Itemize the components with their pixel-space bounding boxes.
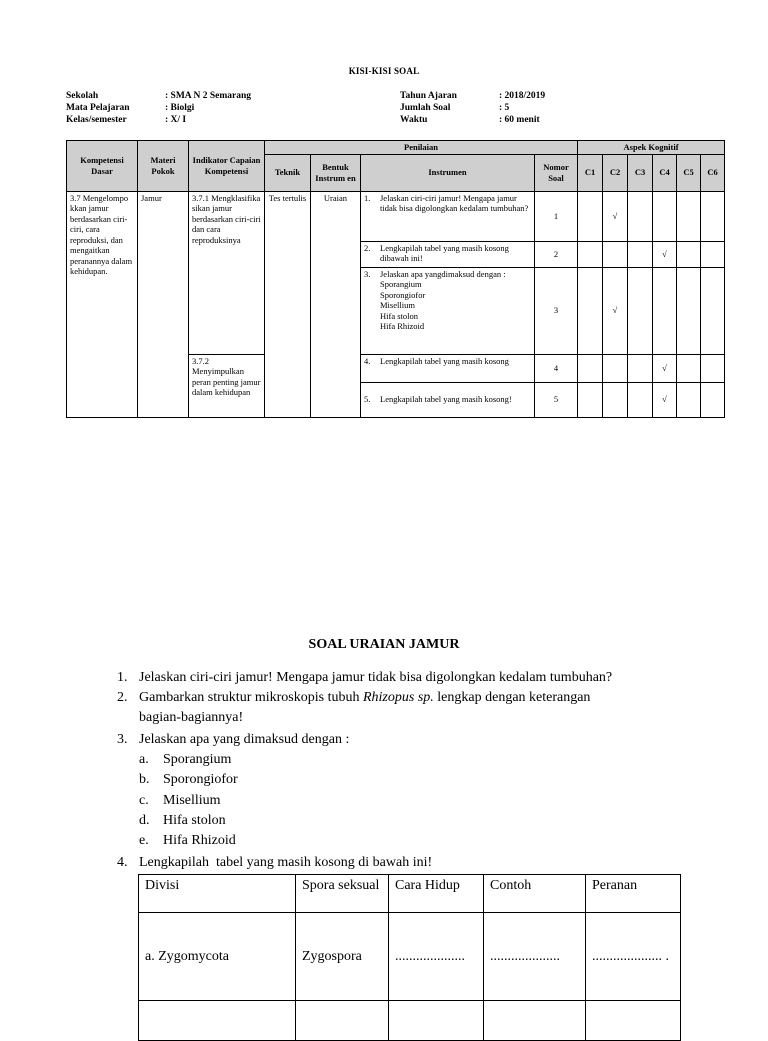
header-teknik: Teknik <box>265 154 311 191</box>
c3-cell <box>628 241 653 267</box>
c3-cell <box>628 267 653 354</box>
meta-right <box>400 90 545 126</box>
meta-value: : X/ I <box>165 115 187 125</box>
header-bentuk-instrumen: Bentuk Instrum en <box>311 154 361 191</box>
meta-label: Kelas/semester <box>66 115 127 125</box>
column-header: Contoh <box>484 875 586 913</box>
sub-item-letter: d. <box>139 813 150 828</box>
c3-cell <box>628 191 653 241</box>
table-cell <box>586 1001 681 1041</box>
nomor-soal-cell: 3 <box>535 267 578 354</box>
instrumen-number: 5. <box>364 394 371 405</box>
checkmark: √ <box>603 267 628 354</box>
sub-item-text: Misellium <box>163 793 221 808</box>
sub-item-text: Hifa stolon <box>163 813 226 828</box>
checkmark: √ <box>653 354 677 382</box>
instrumen-number: 4. <box>364 355 371 366</box>
c5-cell <box>677 241 701 267</box>
c1-cell <box>578 191 603 241</box>
c5-cell <box>677 191 701 241</box>
header-c1: C1 <box>578 154 603 191</box>
c5-cell <box>677 354 701 382</box>
section-title: SOAL URAIAN JAMUR <box>308 637 460 652</box>
meta-value: : 5 <box>499 103 510 113</box>
c2-cell <box>603 382 628 417</box>
header-materi-pokok: Materi Pokok <box>138 141 189 192</box>
column-header: Spora seksual <box>296 875 389 913</box>
instrumen-text: Lengkapilah tabel yang masih kosong! <box>380 394 512 405</box>
column-header: Peranan <box>586 875 681 913</box>
kompetensi-dasar-cell: 3.7 Mengelompo kkan jamur berdasarkan ciri-ciri, cara reproduksi, dan mengaitkan peranannya dalam kehidupan. <box>67 191 138 417</box>
header-c2: C2 <box>603 154 628 191</box>
column-header: Divisi <box>139 875 296 913</box>
meta-label: Mata Pelajaran <box>66 103 130 113</box>
bentuk-cell: Uraian <box>311 191 361 417</box>
table-cell <box>389 1001 484 1041</box>
question-2-continuation: bagian-bagiannya! <box>139 710 244 725</box>
table-cell: Zygospora <box>296 913 389 1001</box>
sub-item-letter: c. <box>139 793 149 808</box>
meta-label: Sekolah <box>66 91 99 101</box>
fungi-table <box>138 874 681 1041</box>
table-row <box>139 1001 681 1041</box>
header-instrumen: Instrumen <box>361 154 535 191</box>
sub-item-letter: e. <box>139 833 149 848</box>
header-c3: C3 <box>628 154 653 191</box>
instrumen-number: 1. <box>364 192 371 203</box>
header-penilaian: Penilaian <box>265 141 578 155</box>
header-aspek-kognitif: Aspek Kognitif <box>578 141 725 155</box>
meta-value: : 60 menit <box>499 115 540 125</box>
c3-cell <box>628 382 653 417</box>
nomor-soal-cell: 2 <box>535 241 578 267</box>
teknik-cell: Tes tertulis <box>265 191 311 417</box>
table-cell <box>296 1001 389 1041</box>
question-2-text: lengkap dengan keterangan <box>433 690 591 705</box>
c1-cell <box>578 382 603 417</box>
meta-label: Jumlah Soal <box>400 103 451 113</box>
sub-item-text: Hifa Rhizoid <box>163 833 236 848</box>
c6-cell <box>701 382 725 417</box>
c5-cell <box>677 267 701 354</box>
instrumen-number: 2. <box>364 242 371 253</box>
question-2-text: Gambarkan struktur mikroskopis tubuh <box>139 690 363 705</box>
header-kompetensi-dasar: Kompetensi Dasar <box>67 141 138 192</box>
header-indikator: Indikator Capaian Kompetensi <box>189 141 265 192</box>
question-1: Jelaskan ciri-ciri jamur! Mengapa jamur tidak bisa digolongkan kedalam tumbuhan? <box>139 670 613 685</box>
nomor-soal-cell: 4 <box>535 354 578 382</box>
question-number: 2. <box>117 690 128 705</box>
table-header-row <box>139 875 681 913</box>
c1-cell <box>578 267 603 354</box>
meta-label: Tahun Ajaran <box>400 91 457 101</box>
instrumen-cell <box>361 382 535 417</box>
page-title: KISI-KISI SOAL <box>348 66 420 76</box>
checkmark: √ <box>603 191 628 241</box>
kisi-kisi-table <box>66 140 725 418</box>
materi-cell: Jamur <box>138 191 189 417</box>
sub-item-text: Sporangium <box>163 752 232 767</box>
checkmark: √ <box>653 241 677 267</box>
meta-value: : Biolgi <box>165 103 195 113</box>
c6-cell <box>701 354 725 382</box>
table-cell: .................... <box>389 913 484 1001</box>
table-row <box>139 913 681 1001</box>
indikator-cell-2: 3.7.2 Menyimpulkan peran penting jamur dalam kehidupan <box>189 354 265 417</box>
c3-cell <box>628 354 653 382</box>
c6-cell <box>701 267 725 354</box>
meta-left <box>66 90 251 126</box>
header-c4: C4 <box>653 154 677 191</box>
table-cell <box>484 1001 586 1041</box>
sub-item-letter: a. <box>139 752 149 767</box>
c2-cell <box>603 241 628 267</box>
c4-cell <box>653 191 677 241</box>
question-4: Lengkapilah tabel yang masih kosong di bawah ini! <box>139 855 433 870</box>
meta-value: : 2018/2019 <box>499 91 546 101</box>
c5-cell <box>677 382 701 417</box>
instrumen-text: Lengkapilah tabel yang masih kosong <box>380 355 509 366</box>
indikator-cell-1: 3.7.1 Mengklasifika sikan jamur berdasarkan ciri-ciri dan cara reproduksinya <box>189 191 265 354</box>
table-cell: .................... . <box>586 913 681 1001</box>
question-number: 1. <box>117 670 128 685</box>
table-row <box>67 191 725 241</box>
species-name: Rhizopus sp. <box>362 690 434 705</box>
nomor-soal-cell: 5 <box>535 382 578 417</box>
sub-item-text: Sporongiofor <box>163 772 238 787</box>
c6-cell <box>701 241 725 267</box>
table-cell <box>139 1001 296 1041</box>
question-2 <box>139 688 590 708</box>
table-cell: a. Zygomycota <box>139 913 296 1001</box>
instrumen-text: Jelaskan ciri-ciri jamur! Mengapa jamur tidak bisa digolongkan kedalam tumbuhan? <box>380 192 529 213</box>
instrumen-cell <box>361 191 535 241</box>
column-header: Cara Hidup <box>389 875 484 913</box>
meta-value: : SMA N 2 Semarang <box>165 91 252 101</box>
question-number: 3. <box>117 732 128 747</box>
c4-cell <box>653 267 677 354</box>
instrumen-number: 3. <box>364 268 371 279</box>
nomor-soal-cell: 1 <box>535 191 578 241</box>
instrumen-cell <box>361 241 535 267</box>
instrumen-cell <box>361 354 535 382</box>
sub-item-letter: b. <box>139 772 150 787</box>
c1-cell <box>578 241 603 267</box>
c6-cell <box>701 191 725 241</box>
header-nomor-soal: Nomor Soal <box>535 154 578 191</box>
question-3: Jelaskan apa yang dimaksud dengan : <box>139 732 350 747</box>
question-number: 4. <box>117 855 128 870</box>
c1-cell <box>578 354 603 382</box>
c2-cell <box>603 354 628 382</box>
checkmark: √ <box>653 382 677 417</box>
table-cell: .................... <box>484 913 586 1001</box>
instrumen-text: Jelaskan apa yangdimaksud dengan : Sporangium Sporongiofor Misellium Hifa stolon Hifa Rhizoid <box>380 268 506 331</box>
header-c6: C6 <box>701 154 725 191</box>
instrumen-cell <box>361 267 535 354</box>
header-c5: C5 <box>677 154 701 191</box>
instrumen-text: Lengkapilah tabel yang masih kosong dibawah ini! <box>380 242 509 263</box>
meta-label: Waktu <box>400 115 428 125</box>
